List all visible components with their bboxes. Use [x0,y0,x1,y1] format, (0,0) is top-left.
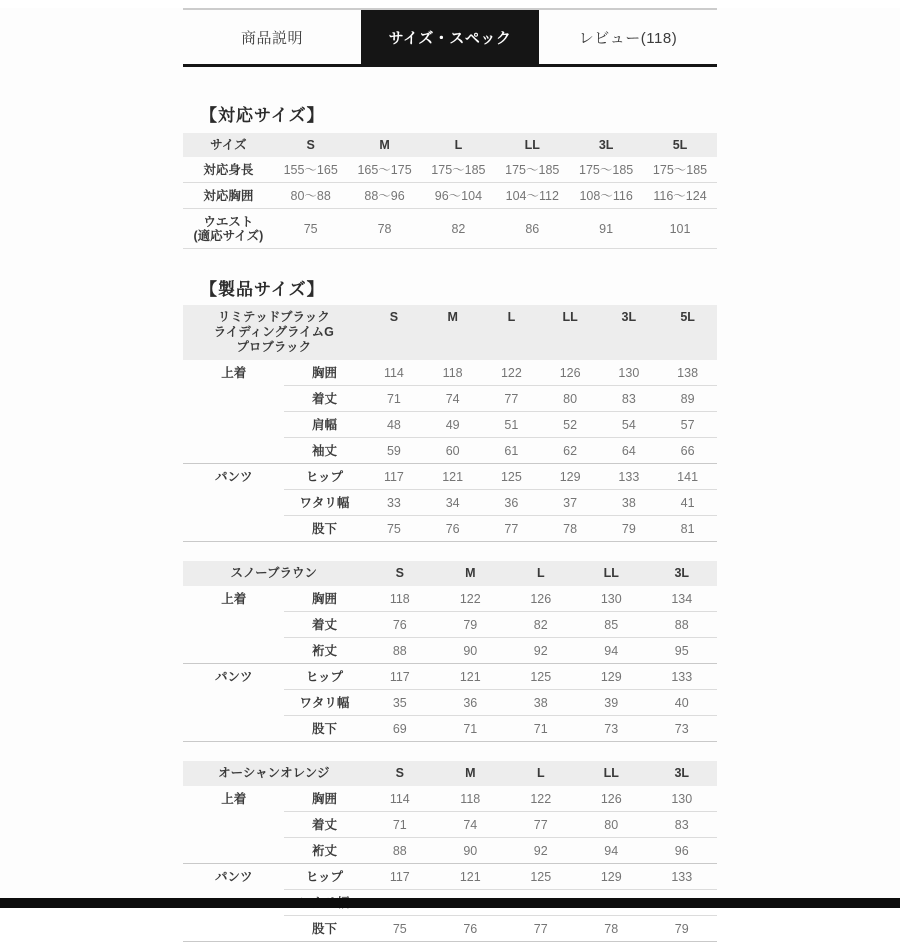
value-cell: 77 [506,812,576,838]
color-name-header [183,561,365,586]
value-cell: 54 [599,412,658,438]
product-size-title: 【製品サイズ】 [200,280,325,299]
value-cell: 130 [671,791,693,806]
compatible-size-table [183,133,717,249]
product-page [0,8,900,936]
tab-reviews[interactable]: レビュー(118) [578,29,678,47]
value-cell: 71 [365,386,424,412]
group-label: 上着 [221,792,247,806]
value-cell: 74 [435,812,505,838]
value-cell: 117 [365,464,424,490]
value-cell: 59 [365,438,424,464]
column-header: LL [495,133,569,157]
size-column-header: L [482,305,541,360]
value-cell: 38 [599,490,658,516]
value-cell: 88 [365,638,435,664]
value-cell: 121 [423,464,482,490]
value-cell: 117 [365,864,435,890]
value-cell: 75 [365,516,424,542]
color-name-line: プロブラック [236,340,312,354]
column-header: S [274,133,348,157]
value-cell: 130 [618,365,640,380]
value-cell: 85 [576,612,646,638]
value-cell: 79 [435,612,505,638]
measure-label: 裄丈 [284,638,364,664]
value-cell: 138 [677,365,699,380]
group-label: パンツ [183,664,284,742]
value-cell: 52 [541,412,600,438]
color-name-line: スノーブラウン [230,566,318,580]
value-cell: 118 [460,791,481,806]
group-label: 上着 [221,592,247,606]
color-name-header [183,305,365,360]
row-label-line: ウエスト [203,214,254,229]
value-cell: 81 [658,516,717,542]
product-size-table [183,305,717,542]
value-cell: 94 [576,638,646,664]
value-cell: 117 [365,664,435,690]
table-row [183,664,717,690]
value-cell: 125 [506,664,576,690]
value-cell: 39 [576,690,646,716]
header-row [183,305,717,360]
table-header [183,305,717,360]
value-cell: 86 [495,209,569,249]
measure-label: 肩幅 [284,412,364,438]
value-cell: 104〜112 [495,183,569,209]
value-cell: 88 [646,612,717,638]
table-header [183,761,717,786]
table-row [183,183,717,209]
content-column [183,8,717,942]
table-header [183,133,717,157]
measure-label: 股下 [284,716,364,742]
value-cell: 73 [576,716,646,742]
value-cell: 78 [576,916,646,942]
row-label [183,209,274,249]
value-cell: 35 [365,690,435,716]
value-cell: 49 [423,412,482,438]
size-column-header: 5L [658,305,717,360]
value-cell: 80〜88 [274,183,348,209]
compatible-size-title: 【対応サイズ】 [200,106,325,125]
group-label: パンツ [183,464,284,542]
value-cell: 36 [482,490,541,516]
measure-label: ヒップ [284,464,364,490]
value-cell: 90 [435,638,505,664]
value-cell: 73 [646,716,717,742]
value-cell: 121 [435,864,505,890]
value-cell: 36 [435,690,505,716]
value-cell: 33 [365,490,424,516]
tab-size-spec[interactable]: サイズ・スペック [361,10,539,64]
table-row [183,464,717,490]
tab-product-description[interactable]: 商品説明 [240,29,303,47]
table-body [183,360,717,542]
value-cell: 71 [365,812,435,838]
value-cell: 126 [530,591,552,606]
measure-label: 胸囲 [311,791,337,806]
table-row [183,864,717,890]
size-column-header: S [365,561,435,586]
row-label [183,183,274,209]
value-cell: 90 [435,838,505,864]
size-column-header: M [435,761,505,786]
row-label [183,157,274,183]
column-header: M [348,133,422,157]
value-cell: 75 [365,916,435,942]
group-label: 上着 [221,366,247,380]
table-body [183,786,717,942]
value-cell: 129 [576,664,646,690]
value-cell: 78 [541,516,600,542]
product-size-table [183,561,717,742]
value-cell: 121 [435,664,505,690]
value-cell: 118 [442,365,463,380]
color-name-line: ライディングライムG [213,325,334,339]
value-cell: 34 [423,490,482,516]
value-cell: 125 [506,864,576,890]
table-header [183,561,717,586]
measure-label: 着丈 [284,812,364,838]
value-cell: 118 [389,591,410,606]
bottom-black-bar [0,898,900,908]
size-column-header: LL [576,761,646,786]
header-row [183,761,717,786]
value-cell: 114 [389,791,410,806]
measure-label: 股下 [284,516,364,542]
color-name-header [183,761,365,786]
size-column-header: S [365,305,424,360]
measure-label: 股下 [284,916,364,942]
table-body [183,586,717,742]
column-header: サイズ [183,133,274,157]
value-cell: 61 [482,438,541,464]
value-cell: 122 [459,591,481,606]
product-size-table [183,761,717,942]
value-cell: 41 [658,490,717,516]
value-cell: 96 [646,838,717,864]
value-cell: 95 [646,638,717,664]
value-cell: 114 [383,365,404,380]
value-cell: 122 [530,791,552,806]
value-cell: 108〜116 [569,183,643,209]
measure-label: 裄丈 [284,838,364,864]
value-cell: 79 [646,916,717,942]
size-column-header: L [506,561,576,586]
value-cell: 133 [646,864,717,890]
color-name-line: リミテッドブラック [217,310,330,324]
measure-label: 胸囲 [311,591,337,606]
value-cell: 92 [506,638,576,664]
value-cell: 94 [576,838,646,864]
value-cell: 77 [506,916,576,942]
value-cell: 76 [435,916,505,942]
row-label-line: (適応サイズ) [193,228,264,243]
table-row [183,209,717,249]
value-cell: 88〜96 [348,183,422,209]
value-cell: 122 [500,365,522,380]
value-cell: 76 [365,612,435,638]
value-cell: 91 [569,209,643,249]
value-cell: 175〜185 [505,162,560,177]
value-cell: 88 [365,838,435,864]
value-cell: 175〜185 [579,162,634,177]
header-row [183,133,717,157]
value-cell: 89 [658,386,717,412]
product-size-tables [183,305,717,942]
value-cell: 165〜175 [357,162,412,177]
header-row [183,561,717,586]
size-column-header: M [423,305,482,360]
table-row [183,586,717,612]
size-column-header: LL [576,561,646,586]
measure-label: ヒップ [284,664,364,690]
table-row [183,786,717,812]
value-cell: 48 [365,412,424,438]
value-cell: 77 [482,516,541,542]
value-cell: 175〜185 [431,162,486,177]
table-row [183,360,717,386]
value-cell: 77 [482,386,541,412]
value-cell: 37 [541,490,600,516]
value-cell: 82 [421,209,495,249]
value-cell: 38 [506,690,576,716]
value-cell: 66 [658,438,717,464]
value-cell: 71 [435,716,505,742]
measure-label: 胸囲 [311,365,337,380]
value-cell: 76 [423,516,482,542]
value-cell: 74 [423,386,482,412]
size-column-header: M [435,561,505,586]
value-cell: 83 [599,386,658,412]
value-cell: 133 [646,664,717,690]
value-cell: 69 [365,716,435,742]
value-cell: 79 [599,516,658,542]
value-cell: 64 [599,438,658,464]
value-cell: 80 [576,812,646,838]
value-cell: 71 [506,716,576,742]
color-name-line: オーシャンオレンジ [218,766,330,780]
size-column-header: LL [541,305,600,360]
size-column-header: S [365,761,435,786]
measure-label: ヒップ [284,864,364,890]
value-cell: 62 [541,438,600,464]
value-cell: 83 [646,812,717,838]
value-cell: 133 [599,464,658,490]
table-body [183,157,717,249]
value-cell: 134 [671,591,693,606]
value-cell: 116〜124 [643,183,717,209]
value-cell: 40 [646,690,717,716]
value-cell: 129 [541,464,600,490]
value-cell: 126 [600,791,622,806]
size-column-header: 3L [599,305,658,360]
row-label-line: 対応胸囲 [203,188,254,203]
value-cell: 101 [643,209,717,249]
value-cell: 60 [423,438,482,464]
column-header: 5L [643,133,717,157]
group-label: パンツ [183,864,284,942]
value-cell: 96〜104 [421,183,495,209]
measure-label: 着丈 [284,612,364,638]
measure-label: ワタリ幅 [284,490,364,516]
size-column-header: L [506,761,576,786]
column-header: 3L [569,133,643,157]
size-column-header: 3L [646,561,717,586]
value-cell: 141 [658,464,717,490]
measure-label: ワタリ幅 [284,690,364,716]
value-cell: 126 [559,365,581,380]
value-cell: 57 [658,412,717,438]
size-column-header: 3L [646,761,717,786]
row-label-line: 対応身長 [203,162,254,177]
value-cell: 155〜165 [283,162,338,177]
value-cell: 80 [541,386,600,412]
value-cell: 75 [274,209,348,249]
value-cell: 130 [600,591,622,606]
value-cell: 175〜185 [652,162,708,177]
column-header: L [421,133,495,157]
value-cell: 125 [482,464,541,490]
measure-label: 着丈 [284,386,364,412]
measure-label: 袖丈 [284,438,364,464]
table-row [183,157,717,183]
value-cell: 92 [506,838,576,864]
value-cell: 51 [482,412,541,438]
tab-bar [183,8,717,67]
value-cell: 78 [348,209,422,249]
value-cell: 82 [506,612,576,638]
value-cell: 129 [576,864,646,890]
